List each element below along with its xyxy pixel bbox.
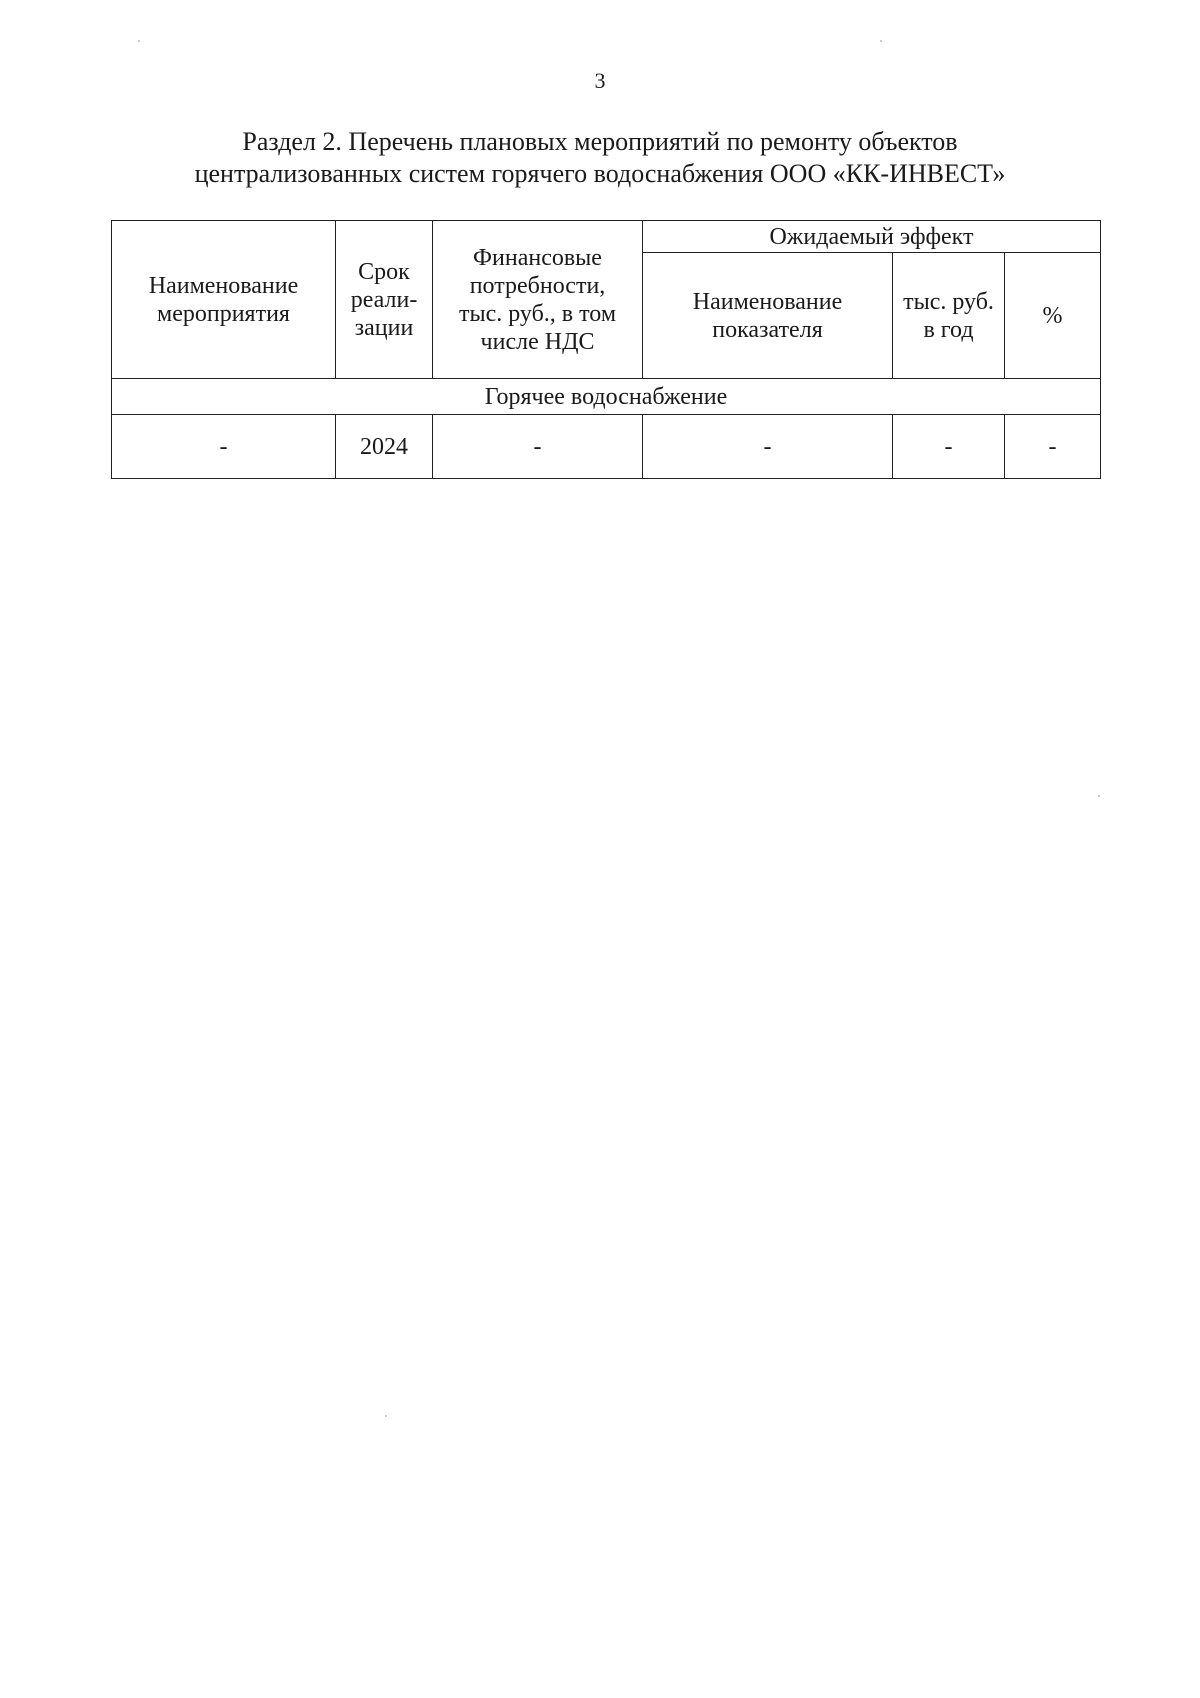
header-term: Срок реали- зации [336, 221, 433, 379]
cell-term: 2024 [336, 415, 433, 479]
scan-artifact-dot [1098, 795, 1100, 797]
cell-percent: - [1005, 415, 1101, 479]
header-percent: % [1005, 253, 1101, 379]
header-thousand-rub: тыс. руб. в год [893, 253, 1005, 379]
header-expected-effect: Ожидаемый эффект [643, 221, 1101, 253]
header-indicator: Наименование показателя [643, 253, 893, 379]
repair-plan-table [111, 220, 1101, 479]
cell-finance: - [433, 415, 643, 479]
section-title-line-1: Раздел 2. Перечень плановых мероприятий по ремонту объектов [242, 127, 958, 156]
table-row [112, 415, 1101, 479]
cell-thousand-rub: - [893, 415, 1005, 479]
section-title [150, 126, 1050, 190]
scan-artifact-dot [138, 40, 140, 42]
scan-artifact-dot [880, 40, 882, 42]
cell-indicator: - [643, 415, 893, 479]
section-label: Горячее водоснабжение [112, 379, 1101, 415]
header-finance: Финансовые потребности, тыс. руб., в том числе НДС [433, 221, 643, 379]
table-header-row [112, 221, 1101, 253]
section-title-line-2: централизованных систем горячего водоснабжения ООО «КК-ИНВЕСТ» [194, 159, 1006, 188]
scan-artifact-dot [385, 1415, 387, 1417]
table-section-row [112, 379, 1101, 415]
page-number: 3 [594, 68, 606, 93]
header-measure-name: Наименование мероприятия [112, 221, 336, 379]
cell-measure-name: - [112, 415, 336, 479]
